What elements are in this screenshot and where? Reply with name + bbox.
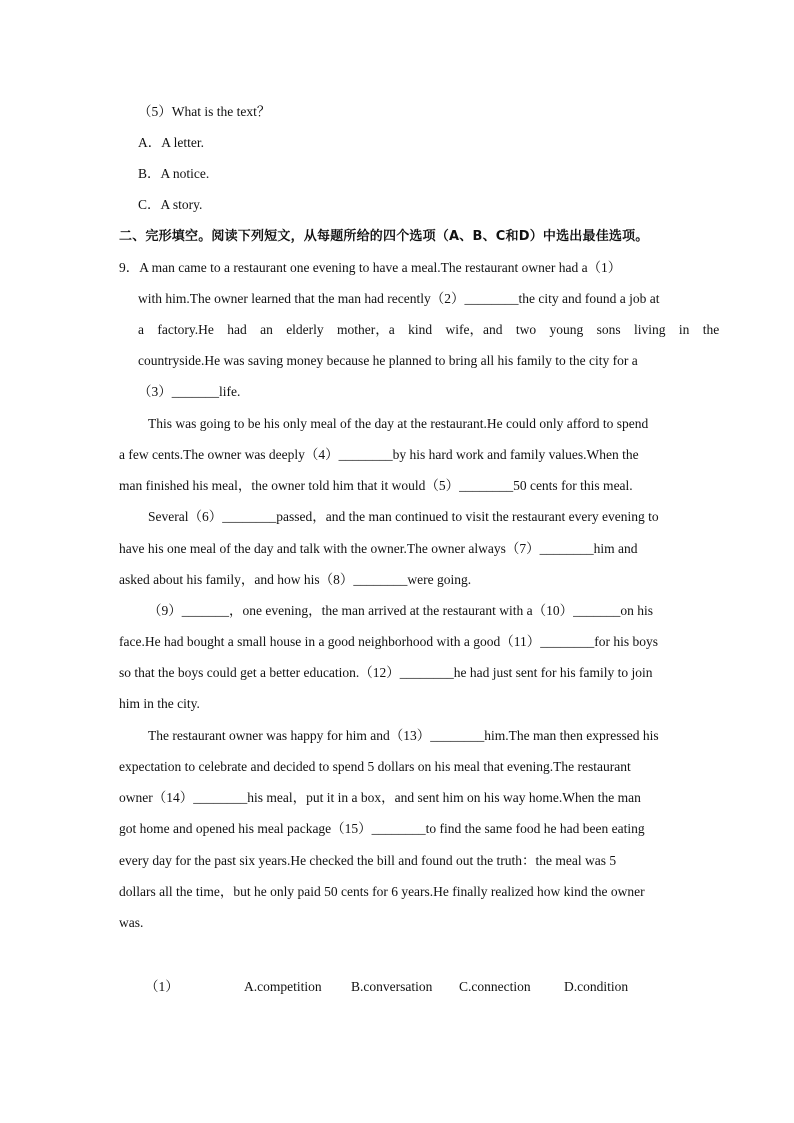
passage-line: was. xyxy=(119,915,144,930)
passage-line: owner（14）________his meal，put it in a box，and sent him on his way home.When the man xyxy=(119,790,641,805)
passage-line: face.He had bought a small house in a good neighborhood with a good（11）________for his boys xyxy=(119,634,659,649)
passage-line: dollars all the time，but he only paid 50 cents for 6 years.He finally realized how kind the owner xyxy=(119,884,645,899)
passage-line: so that the boys could get a better education.（12）________he had just sent for his family to join xyxy=(119,665,653,680)
passage-line: countryside.He was saving money because he planned to bring all his family to the city for a xyxy=(138,353,638,368)
passage-line: This was going to be his only meal of the day at the restaurant.He could only afford to spend xyxy=(148,416,649,431)
passage-line: got home and opened his meal package（15）________to find the same food he had been eating xyxy=(119,821,645,836)
question-1-option-b: B.conversation xyxy=(351,979,433,994)
question-1-option-d: D.condition xyxy=(564,979,629,994)
passage-line: （3）_______life. xyxy=(138,384,241,399)
question-5-stem: （5）What is the text？ xyxy=(138,104,271,119)
question-1-option-c: C.connection xyxy=(459,979,531,994)
question-1-option-a: A.competition xyxy=(244,979,322,994)
question-1-label: （1） xyxy=(145,979,179,994)
section-heading: 二、完形填空。阅读下列短文，从每题所给的四个选项（A、B、C和D）中选出最佳选项。 xyxy=(119,229,649,244)
passage-line: （9）_______，one evening，the man arrived at the restaurant with a（10）_______on his xyxy=(148,603,654,618)
passage-line: a factory.He had an elderly mother，a kind wife，and two young sons living in the xyxy=(138,322,720,337)
passage-line: man finished his meal，the owner told him that it would（5）________50 cents for this meal. xyxy=(119,478,633,493)
question-5-option-c: C．A story. xyxy=(138,197,203,212)
question-5-option-b: B．A notice. xyxy=(138,166,210,181)
passage-line: have his one meal of the day and talk with the owner.The owner always（7）________him and xyxy=(119,541,638,556)
passage-line: expectation to celebrate and decided to spend 5 dollars on his meal that evening.The restaurant xyxy=(119,759,631,774)
passage-line: The restaurant owner was happy for him and（13）________him.The man then expressed his xyxy=(148,728,659,743)
passage-line: Several（6）________passed，and the man continued to visit the restaurant every evening to xyxy=(148,509,659,524)
passage-line: with him.The owner learned that the man had recently（2）________the city and found a job at xyxy=(138,291,660,306)
passage-line: a few cents.The owner was deeply（4）________by his hard work and family values.When the xyxy=(119,447,639,462)
passage-line: every day for the past six years.He checked the bill and found out the truth：the meal was 5 xyxy=(119,853,617,868)
question-5-option-a: A．A letter. xyxy=(138,135,204,150)
passage-line xyxy=(119,259,671,277)
passage-line: asked about his family，and how his（8）________were going. xyxy=(119,572,472,587)
question-1-row xyxy=(0,978,794,998)
passage-text: 9．A man came to a restaurant one evening to have a meal.The restaurant owner had a（1） xyxy=(119,260,622,275)
passage-line: him in the city. xyxy=(119,696,200,711)
